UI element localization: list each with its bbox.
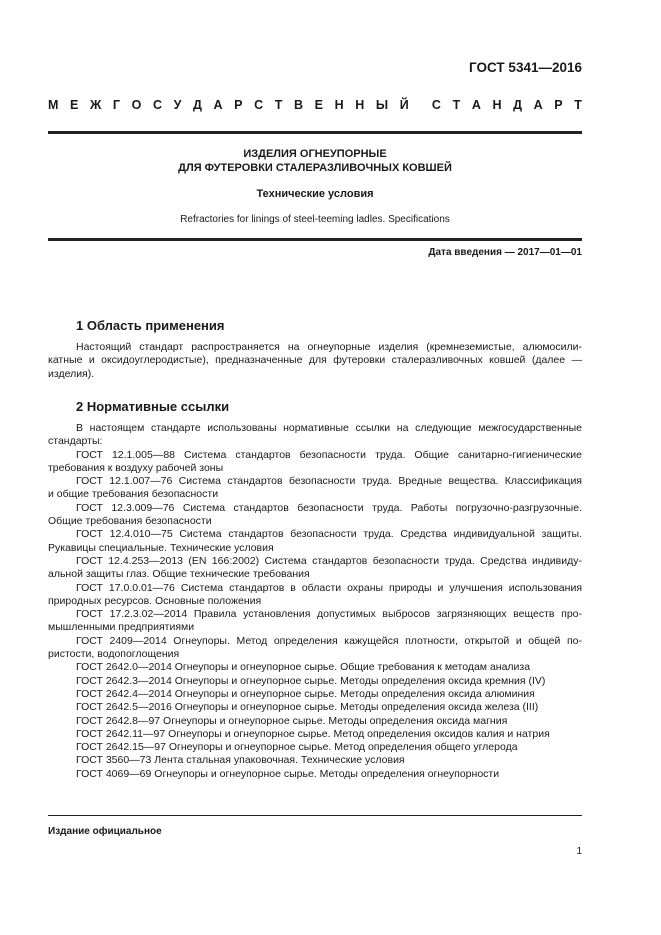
banner-letter: Т [574,98,582,112]
banner-letter: А [213,98,223,112]
reference-line: ГОСТ 2642.8—97 Огнеупоры и огнеупорное сырье. Методы определения оксида магния [76,714,508,727]
top-divider [48,131,582,134]
reference-line: ГОСТ 12.1.005—88 Система стандартов безопасности труда. Общие санитарно-гигиенические [76,448,582,461]
banner-letter: Г [112,98,120,112]
reference-line: ГОСТ 17.2.3.02—2014 Правила установления допустимых выбросов загрязняющих веществ про- [76,608,582,621]
banner-letter: Т [452,98,461,112]
banner-letter: О [131,98,142,112]
reference-line: альной защиты глаз. Общие технические требования [48,568,310,581]
reference-line: ГОСТ 17.0.0.01—76 Система стандартов в области охраны природы и улучшения использования [76,581,582,594]
reference-line: ристости, водопоглощения [48,648,180,661]
interstate-standard-banner [48,98,582,114]
reference-line: ГОСТ 4069—69 Огнеупоры и огнеупорное сырье. Методы определения огнеупорности [76,767,500,780]
text-line: В настоящем стандарте использованы нормативные ссылки на следующие межгосударственные [76,422,582,434]
banner-letter: Е [70,98,79,112]
title-divider [48,238,582,241]
banner-letter: Р [554,98,563,112]
banner-letter: Ы [375,98,389,112]
banner-letter: Д [513,98,522,112]
banner-letter: В [293,98,304,112]
banner-letter: А [533,98,543,112]
banner-letter: Н [334,98,344,112]
banner-letter: Т [274,98,283,112]
banner-letter: Р [234,98,243,112]
reference-line: ГОСТ 2642.0—2014 Огнеупоры и огнеупорное сырье. Общие требования к методам анализа [76,661,531,674]
banner-letter: С [152,98,162,112]
reference-line: ГОСТ 2642.3—2014 Огнеупоры и огнеупорное сырье. Методы определения оксида кремния (IV) [76,674,546,687]
reference-line: ГОСТ 3560—73 Лента стальная упаковочная. Технические условия [76,754,405,767]
reference-line: ГОСТ 2642.15—97 Огнеупоры и огнеупорное сырье. Метод определения общего углерода [76,741,518,754]
section-1-heading: 1 Область применения [76,318,225,333]
reference-line: ГОСТ 2642.11—97 Огнеупоры и огнеупорное сырье. Метод определения оксидов калия и натрия [76,727,550,740]
reference-line: ГОСТ 12.3.009—76 Система стандартов безопасности труда. Работы погрузочно-разгрузочные. [76,501,582,514]
introduction-date: Дата введения — 2017—01—01 [428,247,582,258]
reference-line: ГОСТ 12.1.007—76 Система стандартов безопасности труда. Вредные вещества. Классификация [76,475,582,488]
section-2-heading: 2 Нормативные ссылки [76,399,230,414]
reference-line: Общие требования безопасности [48,515,212,528]
section-2-text [48,422,582,781]
reference-line: требования к воздуху рабочей зоны [48,461,224,474]
banner-letter: Й [399,98,409,112]
title-line-2: ДЛЯ ФУТЕРОВКИ СТАЛЕРАЗЛИВОЧНЫХ КОВШЕЙ [178,162,452,174]
title-line-1: ИЗДЕЛИЯ ОГНЕУПОРНЫЕ [243,148,387,160]
document-subtitle: Технические условия [256,188,374,200]
reference-line: ГОСТ 2409—2014 Огнеупоры. Метод определения кажущейся плотности, открытой и общей по- [76,634,582,647]
footer-divider [48,815,582,816]
reference-line: ГОСТ 2642.5—2016 Огнеупоры и огнеупорное сырье. Методы определения оксида железа (III) [76,701,539,714]
banner-letter: У [173,98,182,112]
reference-line: ГОСТ 2642.4—2014 Огнеупоры и огнеупорное сырье. Методы определения оксида алюминия [76,687,535,700]
page-number: 1 [576,846,582,857]
banner-letter: Н [492,98,502,112]
banner-letter: Н [355,98,365,112]
banner-letter: М [48,98,59,112]
banner-letter: С [431,98,441,112]
reference-line: и общие требования безопасности [48,488,219,501]
reference-line: природных ресурсов. Основные положения [48,594,262,607]
banner-letter: С [254,98,264,112]
text-line: стандарты: [48,435,103,448]
banner-letter: Е [314,98,323,112]
document-title [48,147,582,175]
text-line: Настоящий стандарт распространяется на огнеупорные изделия (кремнеземистые, алюмосили- [76,341,582,353]
text-line: изделия). [48,367,95,380]
section-1-text [48,341,582,381]
banner-letter: Д [192,98,202,112]
reference-line: ГОСТ 12.4.253—2013 (EN 166:2002) Система стандартов безопасности труда. Средства индивиду- [76,554,582,567]
reference-line: мышленными предприятиями [48,621,195,634]
standard-code: ГОСТ 5341—2016 [469,60,582,75]
text-line: катные и оксидоуглеродистые), предназначенные для футеровки сталеразливочных ковшей (далее — [48,354,582,367]
banner-letter: А [471,98,481,112]
official-edition-label: Издание официальное [48,826,162,837]
english-title: Refractories for linings of steel-teeming ladles. Specifications [180,214,450,225]
reference-line: ГОСТ 12.4.010—75 Система стандартов безопасности труда. Средства индивидуальной защиты. [76,528,582,541]
banner-letter: Ж [89,98,102,112]
reference-line: Рукавицы специальные. Технические условия [48,541,274,554]
